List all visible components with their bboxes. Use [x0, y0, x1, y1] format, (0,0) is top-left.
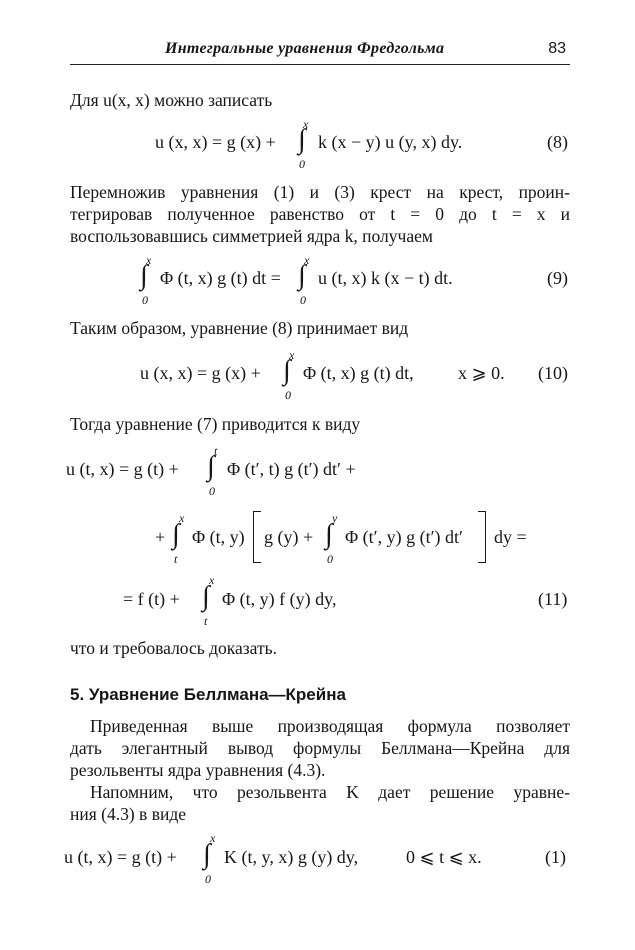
- integral-sign: ∫: [298, 124, 306, 155]
- paragraph-line: что и требовалось доказать.: [70, 638, 278, 658]
- section-heading: 5. Уравнение Беллмана—Крейна: [70, 685, 346, 704]
- paragraph-intro: Для u(x, x) можно записать: [70, 90, 273, 110]
- eq11-line3-left: = f (t) +: [123, 589, 180, 609]
- upper-limit: x: [289, 348, 295, 362]
- eq11-line3-right: Φ (t, y) f (y) dy,: [222, 589, 337, 609]
- eq8-left: u (x, x) = g (x) +: [155, 132, 276, 152]
- upper-limit: x: [179, 511, 185, 525]
- left-bracket: [253, 511, 261, 563]
- integral-sign: ∫: [325, 519, 333, 550]
- eq9-right: u (t, x) k (x − t) dt.: [318, 268, 453, 288]
- upper-limit: y: [332, 511, 338, 525]
- lower-limit: 0: [299, 157, 305, 171]
- lower-limit: 0: [285, 388, 291, 402]
- eq10-left: u (x, x) = g (x) +: [140, 363, 261, 383]
- eq1-left: u (t, x) = g (t) +: [64, 847, 177, 867]
- lower-limit: 0: [205, 872, 211, 886]
- eq11-line2-phi: Φ (t, y): [192, 527, 245, 547]
- paragraph-line: воспользовавшись симметрией ядра k, получаем: [70, 226, 433, 246]
- lower-limit: t: [204, 614, 208, 628]
- eq11-line2-plus: +: [155, 527, 166, 547]
- eq11-number: (11): [538, 589, 568, 609]
- lower-limit: 0: [142, 293, 148, 307]
- paragraph-line: Таким образом, уравнение (8) принимает вид: [70, 318, 409, 338]
- paragraph-line: резольвенты ядра уравнения (4.3).: [70, 760, 326, 780]
- eq1-number: (1): [545, 847, 566, 867]
- eq1-condition: 0 ⩽ t ⩽ x.: [406, 847, 482, 867]
- integral-sign: ∫: [202, 581, 210, 612]
- integral-sign: ∫: [283, 355, 291, 386]
- lower-limit: 0: [300, 293, 306, 307]
- upper-limit: x: [303, 117, 309, 131]
- eq11-line2-inner: Φ (t′, y) g (t′) dt′: [345, 527, 463, 547]
- page-number: 83: [548, 40, 566, 57]
- integral-sign: ∫: [172, 519, 180, 550]
- paragraph-line: тегрировав полученное равенство от t = 0 до t = x и: [70, 204, 570, 224]
- paragraph-line: дать элегантный вывод формулы Беллмана—Крейна для: [70, 738, 570, 758]
- upper-limit: x: [146, 253, 152, 267]
- paragraph-line: Перемножив уравнения (1) и (3) крест на крест, проин-: [70, 182, 570, 202]
- eq10-right: Φ (t, x) g (t) dt,: [303, 363, 414, 383]
- eq11-line1-left: u (t, x) = g (t) +: [66, 459, 179, 479]
- lower-limit: t: [174, 552, 178, 566]
- paragraph-line: ния (4.3) в виде: [70, 804, 186, 824]
- paragraph-line: Тогда уравнение (7) приводится к виду: [70, 414, 361, 434]
- upper-limit: x: [304, 253, 310, 267]
- lower-limit: 0: [327, 552, 333, 566]
- eq9-number: (9): [547, 268, 568, 288]
- eq11-line1-right: Φ (t′, t) g (t′) dt′ +: [227, 459, 356, 479]
- integral-sign: ∫: [140, 260, 148, 291]
- integral-sign: ∫: [203, 839, 211, 870]
- eq11-line2-g: g (y) +: [264, 527, 314, 547]
- upper-limit: x: [210, 831, 216, 845]
- upper-limit: t: [214, 444, 218, 458]
- integral-sign: ∫: [298, 260, 306, 291]
- running-header: [70, 30, 570, 65]
- lower-limit: 0: [209, 484, 215, 498]
- paragraph-line: Приведенная выше производящая формула позволяет: [90, 716, 570, 736]
- header-title: Интегральные уравнения Фредгольма: [165, 40, 445, 57]
- eq8-number: (8): [547, 132, 568, 152]
- right-bracket: [478, 511, 486, 563]
- eq11-line2-dy: dy =: [494, 527, 527, 547]
- eq9-left: Φ (t, x) g (t) dt =: [160, 268, 281, 288]
- eq8-right: k (x − y) u (y, x) dy.: [318, 132, 463, 152]
- upper-limit: x: [209, 573, 215, 587]
- eq1-right: K (t, y, x) g (y) dy,: [224, 847, 359, 867]
- eq10-condition: x ⩾ 0.: [458, 363, 505, 383]
- paragraph-line: Напомним, что резольвента K дает решение уравне-: [90, 782, 570, 802]
- eq10-number: (10): [538, 363, 568, 383]
- integral-sign: ∫: [207, 451, 215, 482]
